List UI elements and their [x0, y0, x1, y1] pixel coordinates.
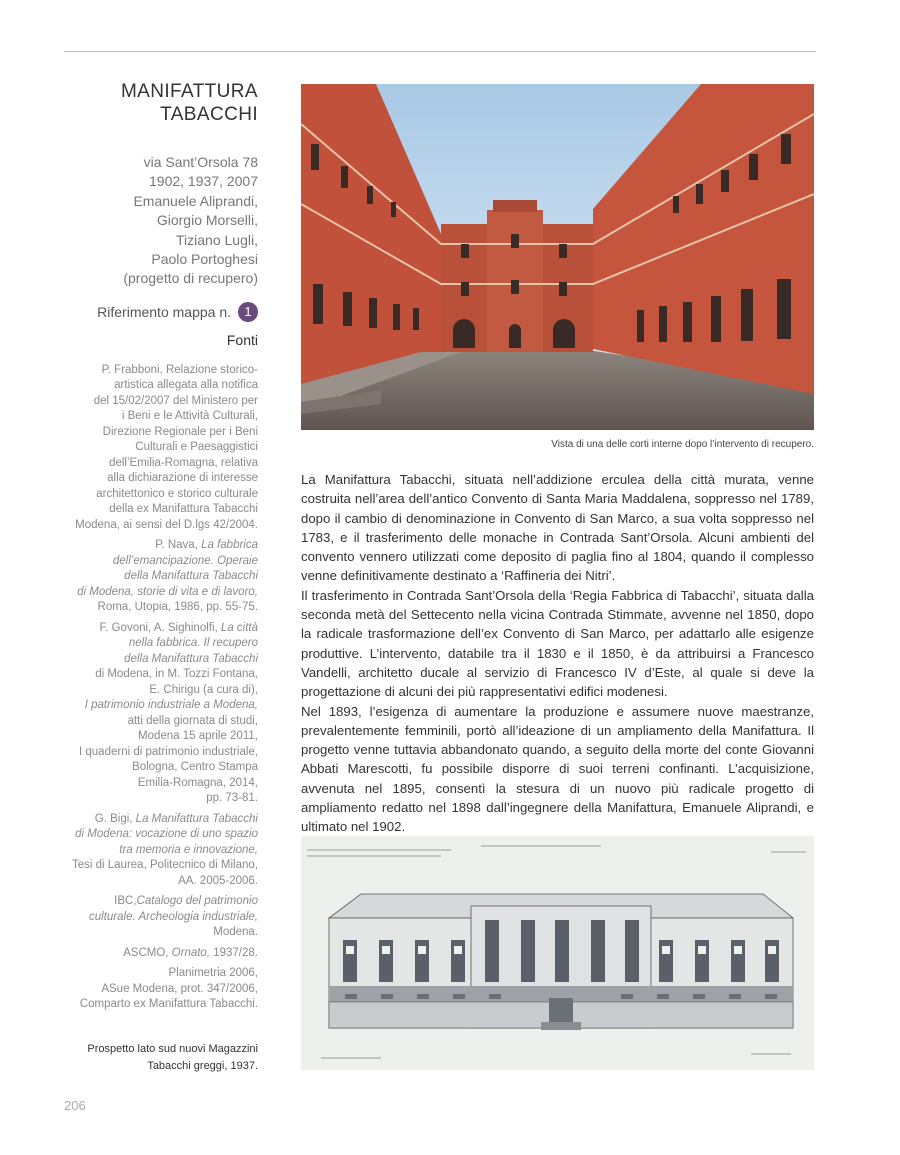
source-entry: [40, 621, 258, 807]
source-line: della Manifattura Tabacchi: [124, 652, 258, 665]
source-line: ASCMO, Ornato, 1937/28.: [123, 946, 258, 959]
source-entry: [40, 946, 258, 962]
drawing-caption-line: Prospetto lato sud nuovi Magazzini: [87, 1043, 258, 1055]
source-line: Emilia-Romagna, 2014,: [137, 776, 258, 789]
paragraph: Il trasferimento in Contrada Sant’Orsola della ‘Regia Fabbrica di Tabacchi’, situata dalla seconda metà del Settecento nella vicina Contrada Stimmate, avvenne nel 1850, dopo la radicale trasformazione dell’ex Convento di San Marco, per adattarlo alle esigenze produttive. L’intervento, databile tra il 1830 e il 1850, è da attribuirsi a Francesco Vandelli, architetto ducale al servizio di Francesco IV d’Este, al quale si deve la progettazione di alcuni dei più rappresentativi edifici modenesi.: [301, 587, 814, 700]
sources-heading: Fonti: [226, 331, 258, 348]
info-line: Emanuele Aliprandi,: [133, 192, 258, 209]
building-info: [40, 153, 258, 289]
source-line: nella fabbrica. Il recupero: [128, 637, 258, 650]
source-line: Modena, ai sensi del D.lgs 42/2004.: [75, 518, 258, 531]
source-line: I quaderni di patrimonio industriale,: [79, 745, 258, 758]
source-line: IBC,Catalogo del patrimonio: [114, 895, 258, 908]
info-line: Giorgio Morselli,: [156, 212, 258, 229]
source-line: di Modena, storie di vita e di lavoro,: [77, 585, 258, 598]
source-line: di Modena: vocazione di uno spazio: [75, 828, 258, 841]
elevation-drawing: [301, 836, 814, 1070]
source-line: del 15/02/2007 del Ministero per: [93, 394, 258, 407]
sidebar: [40, 80, 258, 1018]
page-title: [40, 80, 258, 126]
source-line: dell’Emilia-Romagna, relativa: [109, 456, 258, 469]
source-line: atti della giornata di studi,: [127, 714, 258, 727]
source-line: della Manifattura Tabacchi: [124, 570, 258, 583]
source-line: Bologna, Centro Stampa: [132, 761, 258, 774]
courtyard-photo: [301, 84, 814, 430]
source-entry: [40, 538, 258, 616]
sources-list: [40, 363, 258, 1013]
info-line: Tiziano Lugli,: [176, 231, 258, 248]
source-line: ASue Modena, prot. 347/2006,: [101, 982, 258, 995]
source-line: Tesi di Laurea, Politecnico di Milano,: [71, 859, 258, 872]
source-entry: [40, 894, 258, 941]
source-line: P. Nava, La fabbrica: [155, 539, 258, 552]
source-line: tra memoria e innovazione,: [119, 843, 258, 856]
source-line: I patrimonio industriale a Modena,: [84, 699, 258, 712]
source-line: pp. 73-81.: [206, 792, 258, 805]
source-line: di Modena, in M. Tozzi Fontana,: [95, 668, 258, 681]
drawing-caption-line: Tabacchi greggi, 1937.: [147, 1060, 258, 1072]
source-line: architettonico e storico culturale: [96, 487, 258, 500]
source-line: P. Frabboni, Relazione storico-: [101, 363, 258, 376]
source-line: Culturali e Paesaggistici: [135, 441, 258, 454]
paragraph: Nel 1893, l’esigenza di aumentare la produzione e assumere nuove maestranze, prevalentemente femminili, portò all’ideazione di un ampliamento della Manifattura. Il progetto venne tuttavia abbandonato quando, a seguito della morte del conte Giovanni Abbati Marescotti, fu possibile disporre di suoi terreni confinanti. L’acquisizione, avvenuta nel 1895, consentì la stesura di un nuovo più radicale progetto di ampliamento redatto nel 1898 dall’ingegnere della Manifattura, Emanuele Aliprandi, e ultimato nel 1902.: [301, 703, 814, 835]
top-rule: [64, 51, 816, 52]
source-line: G. Bigi, La Manifattura Tabacchi: [94, 812, 258, 825]
source-line: culturale. Archeologia industriale,: [89, 910, 258, 923]
source-line: artistica allegata alla notifica: [114, 379, 258, 392]
source-line: dell’emancipazione. Operaie: [112, 554, 258, 567]
source-entry: [40, 966, 258, 1013]
title-line: MANIFATTURA: [120, 81, 258, 102]
map-reference-label: Riferimento mappa n.: [97, 303, 231, 320]
source-line: della ex Manifattura Tabacchi: [109, 503, 258, 516]
source-line: Modena.: [213, 926, 258, 939]
info-line: (progetto di recupero): [123, 270, 258, 287]
source-line: AA. 2005-2006.: [178, 874, 258, 887]
source-line: Planimetria 2006,: [168, 967, 258, 980]
source-line: E. Chirigu (a cura di),: [149, 683, 258, 696]
source-line: Roma, Utopia, 1986, pp. 55-75.: [97, 601, 258, 614]
info-line: via Sant’Orsola 78: [143, 154, 258, 170]
source-line: Modena 15 aprile 2011,: [138, 730, 258, 743]
source-line: alla dichiarazione di interesse: [107, 472, 258, 485]
article-body: [301, 470, 814, 837]
photo-caption: Vista di una delle corti interne dopo l’intervento di recupero.: [551, 439, 814, 450]
source-line: Comparto ex Manifattura Tabacchi.: [79, 998, 258, 1011]
info-line: Paolo Portoghesi: [151, 251, 258, 268]
source-line: i Beni e le Attività Culturali,: [121, 410, 258, 423]
title-line: TABACCHI: [160, 104, 258, 125]
drawing-caption: [40, 1041, 258, 1075]
map-reference-badge: 1: [238, 302, 258, 322]
source-entry: [40, 812, 258, 890]
page-number: 206: [64, 1098, 86, 1113]
map-reference: [40, 302, 258, 322]
info-line: 1902, 1937, 2007: [149, 173, 258, 190]
paragraph: La Manifattura Tabacchi, situata nell’addizione erculea della città murata, venne costruita nell’area dell’antico Convento di Santa Maria Maddalena, soppresso nel 1789, dopo il cambio di denominazione in Convento di San Marco, a sua volta soppresso nel 1783, e il trasferimento delle monache in Contrada Sant’Orsola. Alcuni ambienti del convento vennero utilizzati come deposito di paglia fino al 1804, quando il complesso venne definitivamente destinato a ‘Raffineria dei Nitri’.: [301, 472, 814, 584]
source-entry: [40, 363, 258, 534]
source-line: F. Govoni, A. Sighinolfi, La città: [99, 621, 258, 634]
source-line: Direzione Regionale per i Beni: [102, 425, 258, 438]
